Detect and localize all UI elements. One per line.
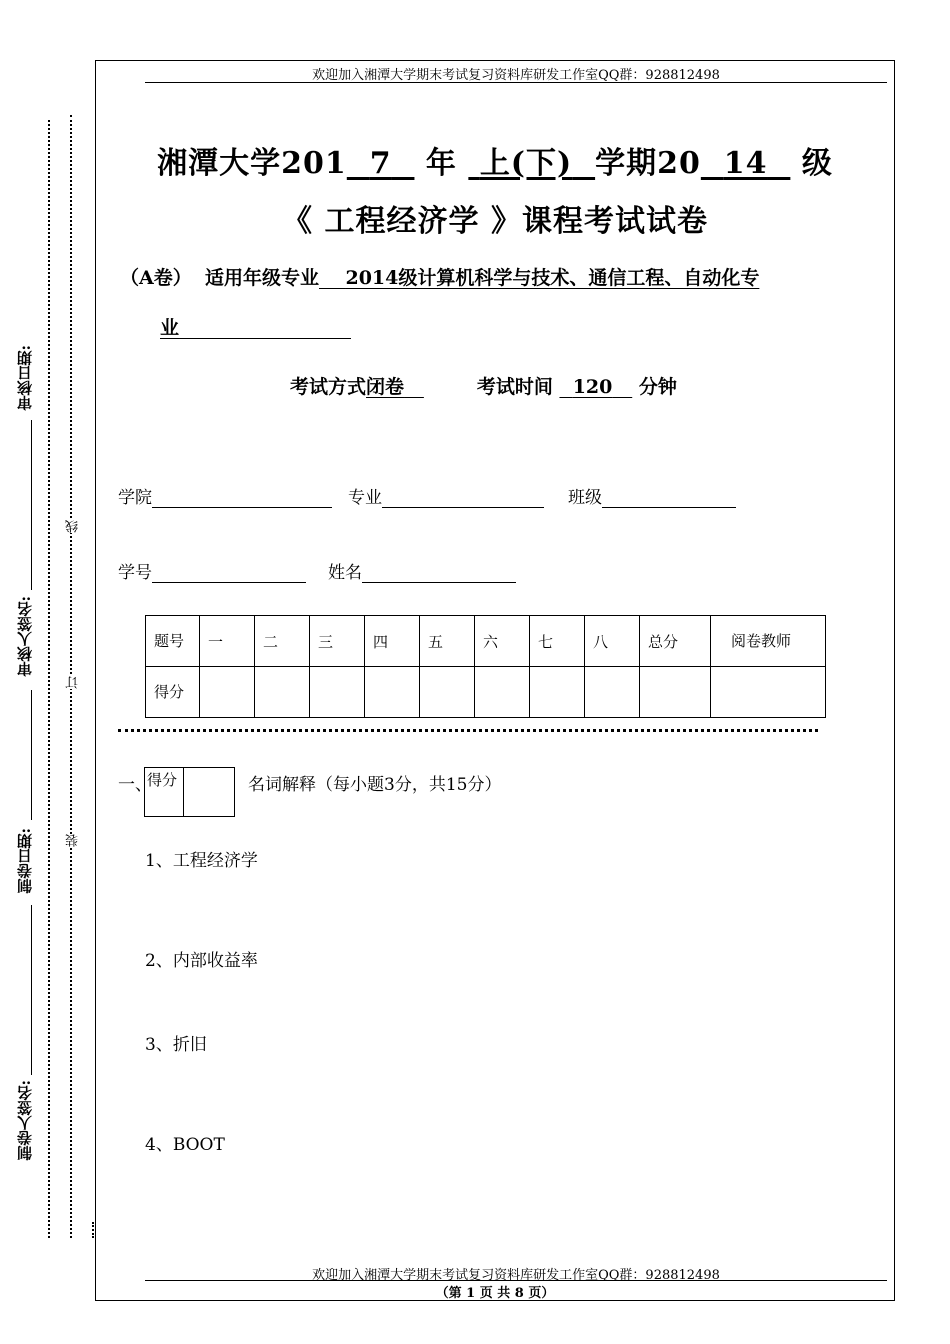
binding-dots-end [92, 1222, 94, 1238]
col-8: 八 [585, 616, 640, 667]
header-rule [145, 82, 887, 83]
reviewer-sign-label: 审核人签名: [16, 596, 34, 677]
mode-label: 考试方式 [290, 376, 367, 398]
year-unit: 年 [425, 146, 457, 181]
section-one-prefix: 一、 [118, 775, 152, 795]
col-2: 二 [255, 616, 310, 667]
year-prefix: 201 [281, 146, 347, 181]
col-7: 七 [530, 616, 585, 667]
col-3: 三 [310, 616, 365, 667]
maker-date-label: 制卷日期: [16, 828, 34, 894]
time-value: 120 [572, 376, 613, 398]
score-cell[interactable] [420, 667, 475, 718]
mode-value: 闭卷 [366, 376, 405, 398]
class-blank[interactable] [602, 487, 736, 508]
col-4: 四 [365, 616, 420, 667]
score-table [145, 615, 826, 718]
reviewer-date-line[interactable] [31, 420, 32, 590]
grader-label-cell: 阅卷教师 [711, 616, 826, 667]
question-1: 1、工程经济学 [145, 851, 258, 871]
binding-dots-outer [48, 120, 50, 1238]
question-3: 3、折旧 [145, 1035, 207, 1055]
reviewer-sign-line[interactable] [31, 690, 32, 820]
exam-title-line2: 《 工程经济学 》课程考试试卷 [282, 204, 708, 239]
paper-scope [120, 263, 890, 290]
score-cell[interactable] [585, 667, 640, 718]
paper-version: （A卷） [120, 267, 192, 289]
question-2: 2、内部收益率 [145, 951, 258, 971]
paper-scope-cont: 业 [160, 317, 180, 339]
binding-line-label: 线 [66, 520, 81, 533]
score-cell[interactable] [530, 667, 585, 718]
student-id-field[interactable]: 学号 [118, 558, 306, 583]
page-number: （第 1 页 共 8 页） [435, 1286, 555, 1301]
col-total: 总分 [640, 616, 711, 667]
section-one-score-label: 得分 [145, 768, 184, 817]
section-one-score-cell[interactable] [184, 768, 235, 817]
section-one-heading: 名词解释（每小题3分，共15分） [248, 775, 502, 795]
score-cell[interactable] [640, 667, 711, 718]
score-cell[interactable] [200, 667, 255, 718]
college-blank[interactable] [152, 487, 332, 508]
score-cell[interactable] [255, 667, 310, 718]
major-field[interactable]: 专业 [348, 483, 544, 508]
time-label: 考试时间 [476, 376, 553, 398]
footer-banner: 欢迎加入湘潭大学期末考试复习资料库研发工作室QQ群：928812498 [312, 1268, 720, 1283]
score-table-header-row [146, 616, 826, 667]
college-field[interactable]: 学院 [118, 483, 332, 508]
scope-label: 适用年级专业 [204, 267, 319, 289]
score-table-score-row [146, 667, 826, 718]
binding-bind-label: 装 [66, 834, 81, 847]
term-fill: 上(下) [479, 146, 573, 181]
grader-cell[interactable] [711, 667, 826, 718]
name-blank[interactable] [362, 562, 516, 583]
footer-rule [145, 1280, 887, 1281]
score-label-cell: 得分 [146, 667, 200, 718]
score-cell[interactable] [365, 667, 420, 718]
col-6: 六 [475, 616, 530, 667]
school-name: 湘潭大学 [157, 146, 282, 181]
col-5: 五 [420, 616, 475, 667]
col-1: 一 [200, 616, 255, 667]
grade-unit: 级 [801, 146, 833, 181]
exam-title-line1 [95, 138, 895, 182]
grade-prefix: 20 [657, 146, 701, 181]
year-fill: 7 [369, 146, 392, 181]
binding-staple-label: 订 [66, 676, 81, 689]
header-banner: 欢迎加入湘潭大学期末考试复习资料库研发工作室QQ群：928812498 [312, 68, 720, 83]
course-name: 工程经济学 [324, 204, 480, 239]
class-field[interactable]: 班级 [568, 483, 736, 508]
reviewer-date-label: 审核日期: [16, 345, 34, 411]
score-cell[interactable] [310, 667, 365, 718]
header-label-cell: 题号 [146, 616, 200, 667]
grade-fill: 14 [723, 146, 768, 181]
dotted-divider [118, 729, 818, 732]
question-4: 4、BOOT [145, 1135, 225, 1155]
score-cell[interactable] [475, 667, 530, 718]
major-blank[interactable] [382, 487, 544, 508]
student-id-blank[interactable] [152, 562, 306, 583]
name-field[interactable]: 姓名 [328, 558, 516, 583]
section-one-score-box [144, 767, 235, 817]
scope-value: 2014级计算机科学与技术、通信工程、自动化专 [345, 267, 760, 289]
exam-mode-time [290, 372, 677, 399]
maker-date-line[interactable] [31, 905, 32, 1075]
term-unit: 学期 [595, 146, 658, 181]
time-unit: 分钟 [638, 376, 677, 398]
maker-sign-label: 制卷人签名: [16, 1080, 34, 1161]
